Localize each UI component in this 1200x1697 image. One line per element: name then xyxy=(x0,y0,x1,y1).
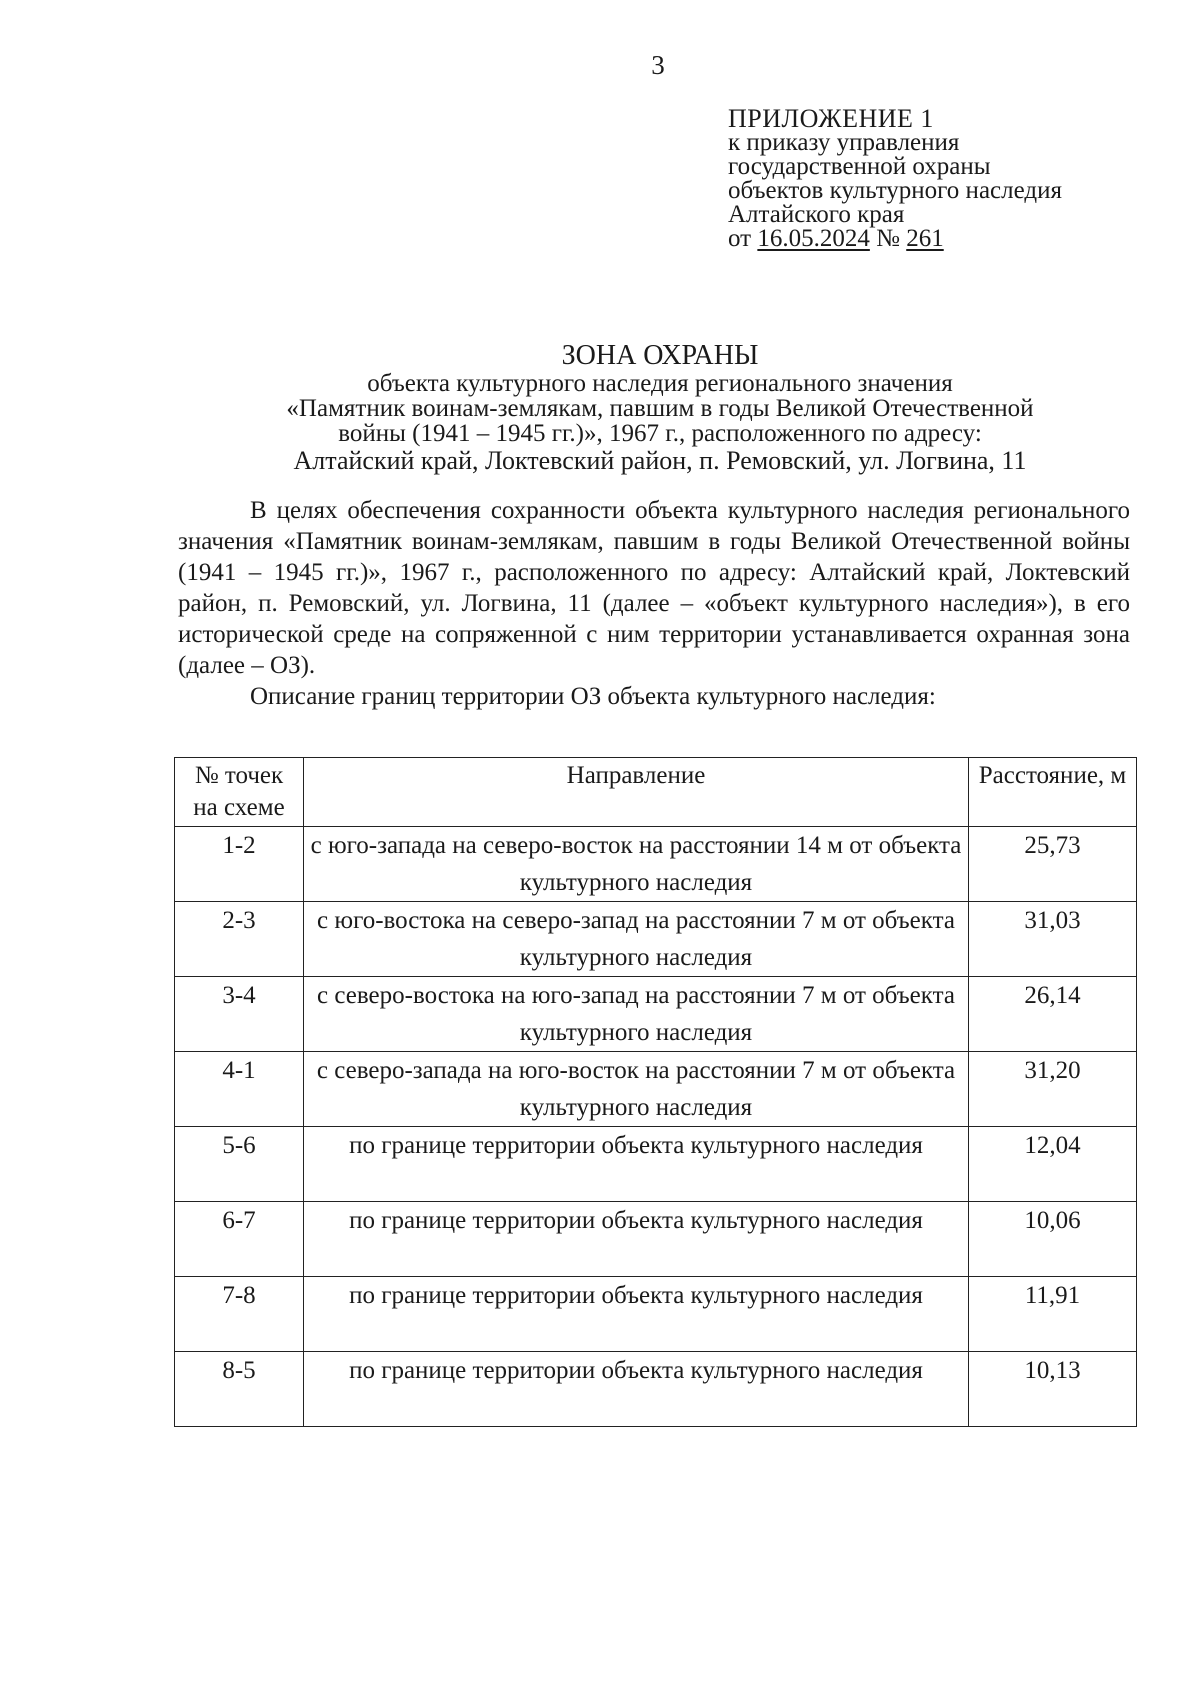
cell-points: 4-1 xyxy=(175,1052,304,1127)
cell-direction: по границе территории объекта культурного наследия xyxy=(304,1202,969,1277)
cell-direction: по границе территории объекта культурного наследия xyxy=(304,1277,969,1352)
cell-direction: с юго-востока на северо-запад на расстоянии 7 м от объекта культурного наследия xyxy=(304,902,969,977)
cell-direction: по границе территории объекта культурного наследия xyxy=(304,1352,969,1427)
table-header-row xyxy=(175,758,1137,827)
appendix-line: объектов культурного наследия xyxy=(728,177,1062,204)
appendix-line: Алтайского края xyxy=(728,201,905,228)
cell-points: 3-4 xyxy=(175,977,304,1052)
cell-distance: 10,13 xyxy=(969,1352,1137,1427)
cell-direction: с юго-запада на северо-восток на расстоянии 14 м от объекта культурного наследия xyxy=(304,827,969,902)
heading-line: «Памятник воинам-землякам, павшим в годы Великой Отечественной xyxy=(286,395,1034,422)
number-prefix: № xyxy=(876,225,900,252)
page-number: 3 xyxy=(651,50,665,80)
table-row xyxy=(175,1052,1137,1127)
appendix-line: государственной охраны xyxy=(728,153,991,180)
cell-points: 6-7 xyxy=(175,1202,304,1277)
appendix-title: ПРИЛОЖЕНИЕ 1 xyxy=(728,104,934,133)
table-row xyxy=(175,1127,1137,1202)
boundary-table-wrap xyxy=(174,757,1137,1427)
cell-distance: 10,06 xyxy=(969,1202,1137,1277)
cell-direction: с северо-запада на юго-восток на расстоянии 7 м от объекта культурного наследия xyxy=(304,1052,969,1127)
body-paragraph: Описание границ территории ОЗ объекта культурного наследия: xyxy=(250,683,936,710)
cell-direction: с северо-востока на юго-запад на расстоянии 7 м от объекта культурного наследия xyxy=(304,977,969,1052)
heading-line: войны (1941 – 1945 гг.)», 1967 г., расположенного по адресу: xyxy=(338,420,982,447)
header-points: № точек на схеме xyxy=(175,758,304,827)
body-text xyxy=(178,495,1130,712)
header-distance: Расстояние, м xyxy=(969,758,1137,827)
table-row xyxy=(175,1277,1137,1352)
body-paragraph: В целях обеспечения сохранности объекта культурного наследия регионального значения «Памятник воинам-землякам, павшим в годы Великой Отечественной войны (1941 – 1945 гг.)», 1967 г., расположенного по адресу: Алтайский край, Локтевский район, п. Ремовский, ул. Логвина, 11 (далее – «объект культурного наследия»), в его исторической среде на сопряженной с ним территории устанавливается охранная зона (далее – ОЗ). xyxy=(178,497,1130,679)
boundary-table xyxy=(174,757,1137,1427)
cell-points: 7-8 xyxy=(175,1277,304,1352)
document-heading xyxy=(150,340,1170,475)
cell-distance: 31,03 xyxy=(969,902,1137,977)
date-prefix: от xyxy=(728,225,752,252)
table-row xyxy=(175,827,1137,902)
cell-points: 2-3 xyxy=(175,902,304,977)
order-number: 261 xyxy=(906,225,944,252)
appendix-date-line xyxy=(728,227,1062,251)
cell-distance: 12,04 xyxy=(969,1127,1137,1202)
cell-points: 8-5 xyxy=(175,1352,304,1427)
cell-direction: по границе территории объекта культурного наследия xyxy=(304,1127,969,1202)
heading-line: объекта культурного наследия регионального значения xyxy=(367,370,953,397)
heading-line: Алтайский край, Локтевский район, п. Ремовский, ул. Логвина, 11 xyxy=(293,446,1027,475)
cell-distance: 11,91 xyxy=(969,1277,1137,1352)
table-row xyxy=(175,1352,1137,1427)
heading-title: ЗОНА ОХРАНЫ xyxy=(561,340,759,371)
cell-points: 5-6 xyxy=(175,1127,304,1202)
cell-points: 1-2 xyxy=(175,827,304,902)
cell-distance: 25,73 xyxy=(969,827,1137,902)
cell-distance: 26,14 xyxy=(969,977,1137,1052)
order-date: 16.05.2024 xyxy=(757,225,870,252)
appendix-line: к приказу управления xyxy=(728,129,960,156)
header-direction: Направление xyxy=(304,758,969,827)
appendix-block xyxy=(728,104,1062,252)
table-row xyxy=(175,977,1137,1052)
table-row xyxy=(175,902,1137,977)
cell-distance: 31,20 xyxy=(969,1052,1137,1127)
table-row xyxy=(175,1202,1137,1277)
